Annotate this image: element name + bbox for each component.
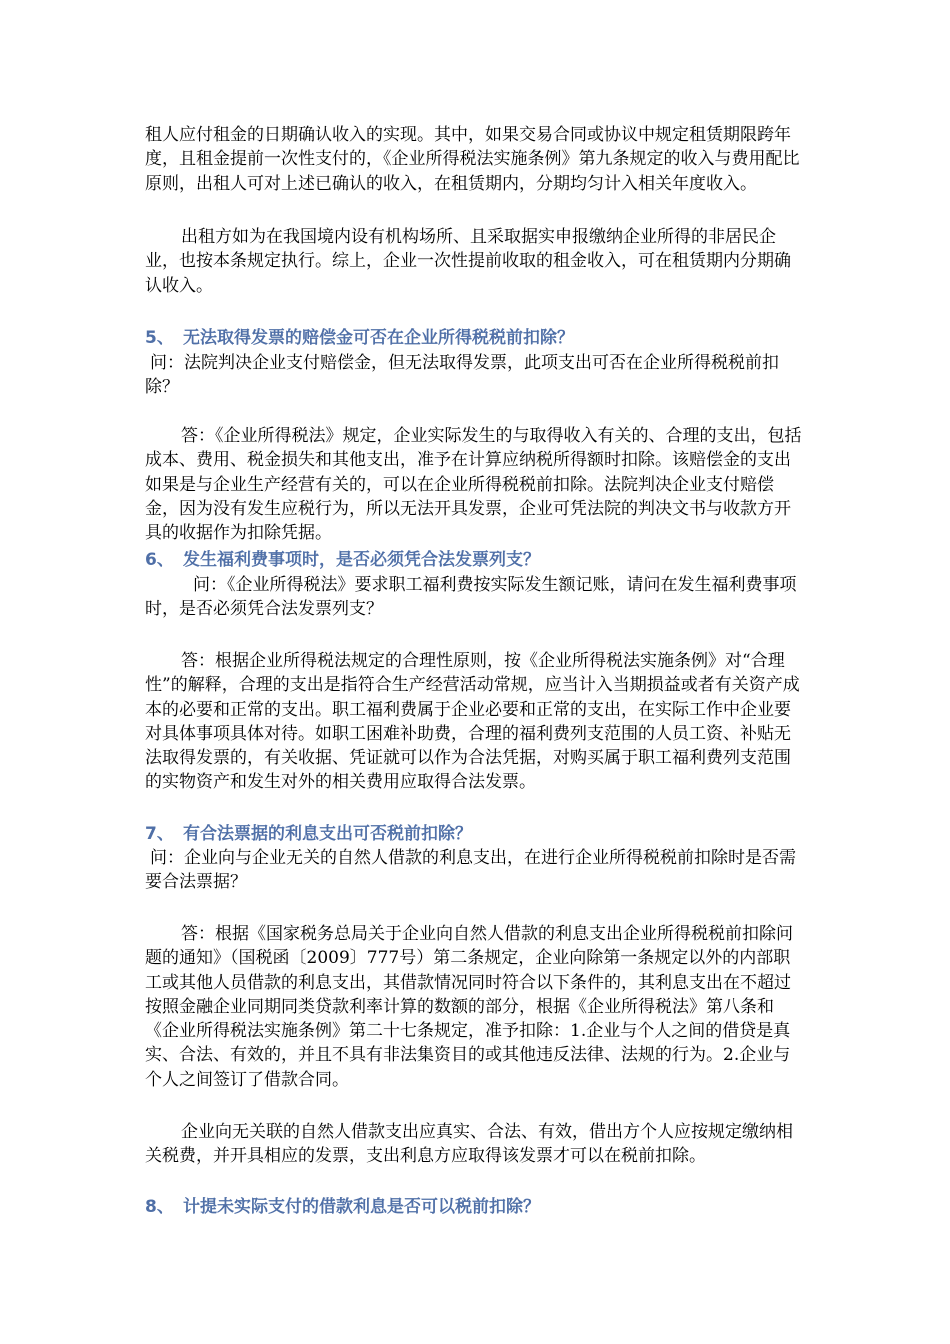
heading-question-8 [145,1195,825,1219]
heading-number: 5、 [145,328,174,348]
heading-text: 发生福利费事项时，是否必须凭合法发票列支？ [183,550,540,570]
answer-7-supplement: 企业向无关联的自然人借款支出应真实、合法、有效，借出方个人应按规定缴纳相关税费，并开具相应的发票，支出利息方应取得该发票才可以在税前扣除。 [145,1122,793,1167]
heading-text: 计提未实际支付的借款利息是否可以税前扣除？ [183,1197,540,1217]
question-7: 问：企业向与企业无关的自然人借款的利息支出，在进行企业所得税税前扣除时是否需要合法票据？ [145,848,796,893]
heading-question-5 [145,326,825,350]
heading-question-6 [145,548,825,572]
answer-6: 答：根据企业所得税法规定的合理性原则，按《企业所得税法实施条例》对“合理性”的解释，合理的支出是指符合生产经营活动常规，应当计入当期损益或者有关资产成本的必要和正常的支出。职工福利费属于企业必要和正常的支出，在实际工作中企业要对具体事项具体对待。如职工困难补助费，合理的福利费列支范围的人员工资、补贴无法取得发票的，有关收据、凭证就可以作为合法凭据，对购买属于职工福利费列支范围的实物资产和发生对外的相关费用应取得合法发票。 [145,651,800,793]
heading-number: 6、 [145,550,174,570]
question-6: 问：《企业所得税法》要求职工福利费按实际发生额记账，请问在发生福利费事项时，是否必须凭合法发票列支？ [145,575,797,620]
paragraph-non-resident: 出租方如为在我国境内设有机构场所、且采取据实申报缴纳企业所得的非居民企业，也按本条规定执行。综上，企业一次性提前收取的租金收入，可在租赁期内分期确认收入。 [145,227,791,296]
heading-number: 7、 [145,824,174,844]
heading-text: 有合法票据的利息支出可否税前扣除？ [183,824,472,844]
heading-number: 8、 [145,1197,174,1217]
answer-7: 答：根据《国家税务总局关于企业向自然人借款的利息支出企业所得税税前扣除问题的通知》（国税函〔2009〕777号）第二条规定，企业向除第一条规定以外的内部职工或其他人员借款的利息支出，其借款情况同时符合以下条件的，其利息支出在不超过按照金融企业同期同类贷款利率计算的数额的部分，根据《企业所得税法》第八条和《企业所得税法实施条例》第二十七条规定，准予扣除：1.企业与个人之间的借贷是真实、合法、有效的，并且不具有非法集资目的或其他违反法律、法规的行为。2.企业与个人之间签订了借款合同。 [145,924,793,1090]
heading-text: 无法取得发票的赔偿金可否在企业所得税税前扣除？ [183,328,574,348]
answer-5: 答：《企业所得税法》规定，企业实际发生的与取得收入有关的、合理的支出，包括成本、费用、税金损失和其他支出，准予在计算应纳税所得额时扣除。该赔偿金的支出如果是与企业生产经营有关的，可以在企业所得税税前扣除。法院判决企业支付赔偿金，因为没有发生应税行为，所以无法开具发票，企业可凭法院的判决文书与收款方开具的收据作为扣除凭据。 [145,426,802,544]
heading-question-7 [145,822,825,846]
question-5: 问：法院判决企业支付赔偿金，但无法取得发票，此项支出可否在企业所得税税前扣除？ [145,353,779,398]
paragraph-rent-income: 租人应付租金的日期确认收入的实现。其中，如果交易合同或协议中规定租赁期限跨年度，且租金提前一次性支付的，《企业所得税法实施条例》第九条规定的收入与费用配比原则，出租人可对上述已确认的收入，在租赁期内，分期均匀计入相关年度收入。 [145,125,800,194]
